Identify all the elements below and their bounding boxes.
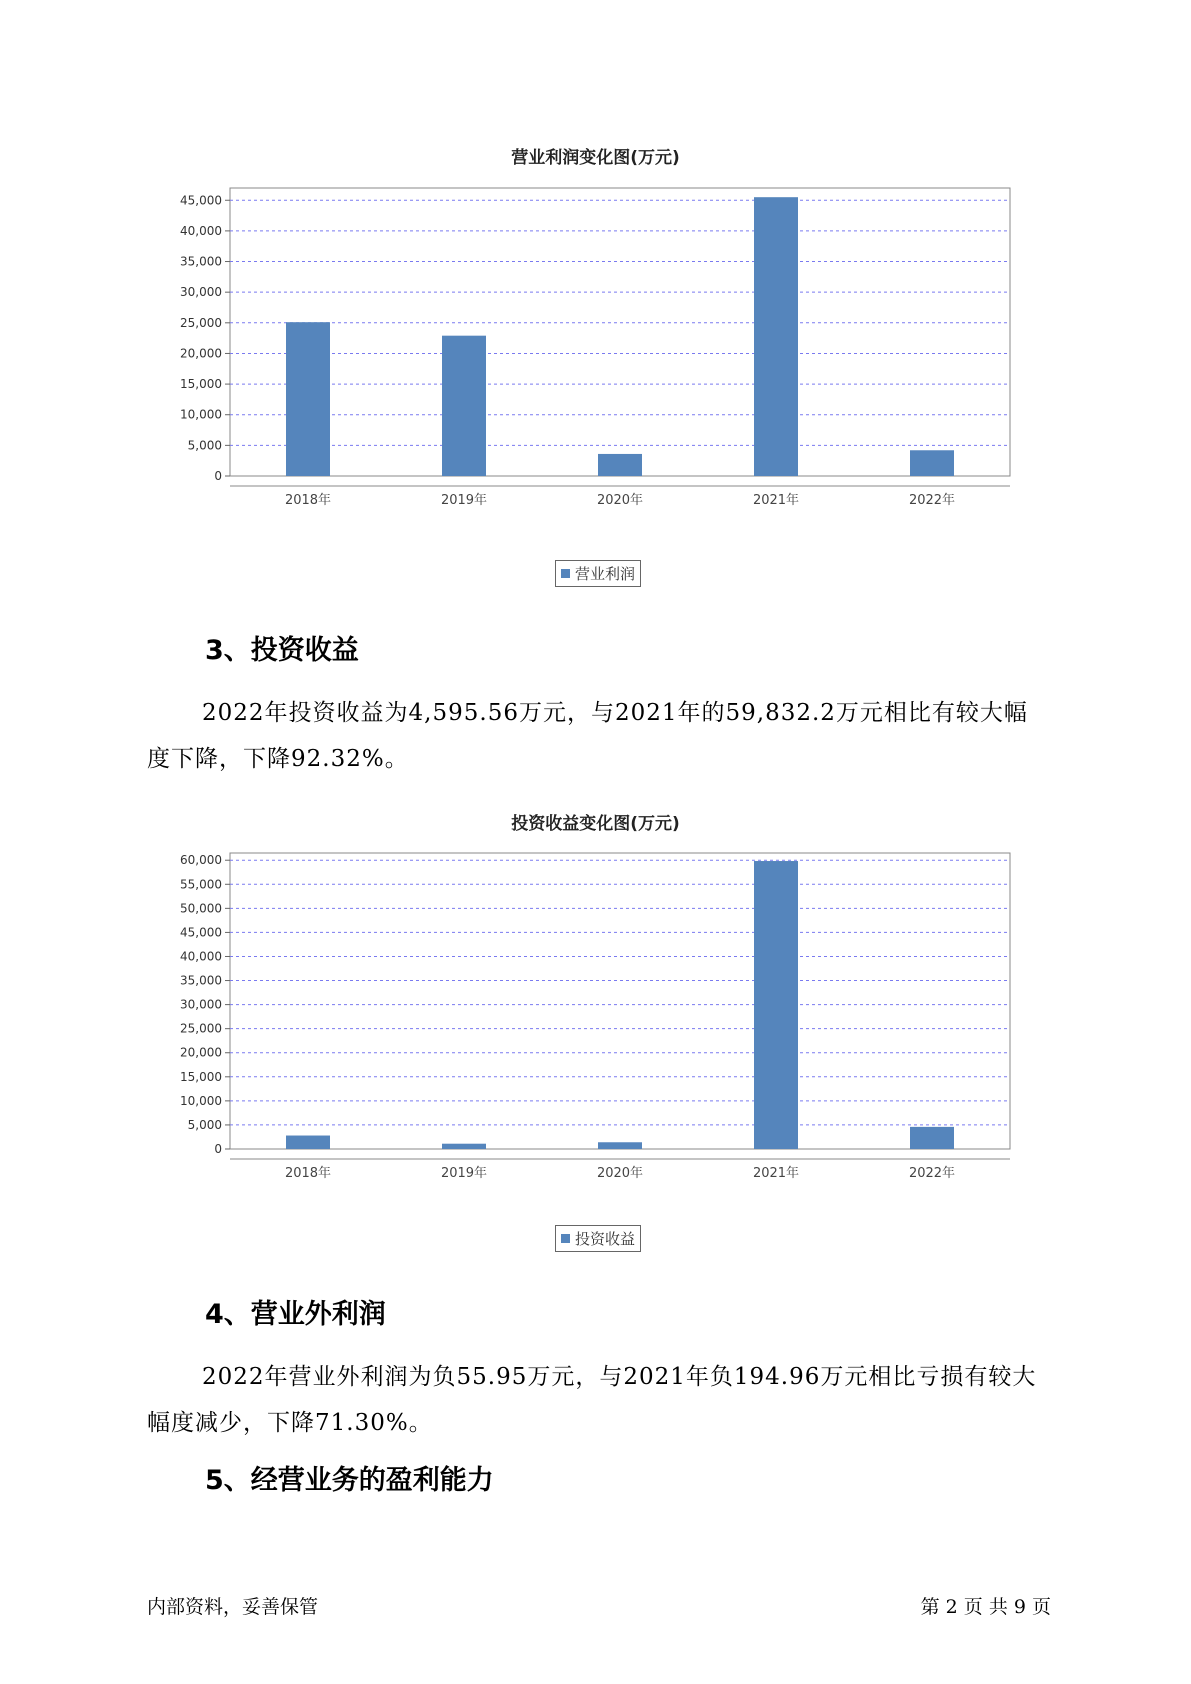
chart2 [150, 843, 1020, 1183]
bar-2021年 [754, 861, 798, 1149]
x-tick-label: 2020年 [596, 1166, 644, 1181]
chart2-title: 投资收益变化图(万元) [511, 814, 680, 834]
bar-2022年 [910, 450, 954, 476]
bar-2018年 [286, 1136, 330, 1149]
section4-paragraph: 2022年营业外利润为负55.95万元，与2021年负194.96万元相比亏损有较大幅度减少，下降71.30%。 [147, 1364, 1037, 1436]
y-tick-label: 40,000 [180, 223, 222, 238]
x-tick-label: 2022年 [908, 493, 956, 508]
section3-paragraph: 2022年投资收益为4,595.56万元，与2021年的59,832.2万元相比有较大幅度下降，下降92.32%。 [147, 700, 1028, 772]
chart2-plot [150, 843, 1020, 1183]
y-tick-label: 15,000 [180, 1069, 222, 1084]
y-tick-label: 10,000 [180, 1093, 222, 1108]
footer-page-number: 第 2 页 共 9 页 [920, 1596, 1051, 1618]
y-tick-label: 30,000 [180, 997, 222, 1012]
section3-heading: 3、投资收益 [205, 635, 359, 666]
y-tick-label: 35,000 [180, 973, 222, 988]
bar-2020年 [598, 1142, 642, 1149]
y-tick-label: 20,000 [180, 346, 222, 361]
y-tick-label: 45,000 [180, 193, 222, 208]
chart2-legend-label: 投资收益 [575, 1230, 636, 1248]
y-tick-label: 35,000 [180, 254, 222, 269]
y-tick-label: 55,000 [180, 877, 222, 892]
x-tick-label: 2020年 [596, 493, 644, 508]
y-tick-label: 5,000 [187, 1117, 222, 1132]
y-tick-label: 25,000 [180, 315, 222, 330]
bar-2019年 [442, 1144, 486, 1149]
x-tick-label: 2019年 [440, 493, 488, 508]
bar-2022年 [910, 1127, 954, 1149]
bar-2019年 [442, 336, 486, 476]
chart1-title: 营业利润变化图(万元) [511, 148, 680, 168]
x-tick-label: 2019年 [440, 1166, 488, 1181]
section5-heading: 5、经营业务的盈利能力 [205, 1465, 494, 1496]
x-tick-label: 2022年 [908, 1166, 956, 1181]
y-tick-label: 25,000 [180, 1021, 222, 1036]
y-tick-label: 45,000 [180, 925, 222, 940]
y-tick-label: 50,000 [180, 901, 222, 916]
x-tick-label: 2018年 [284, 1166, 332, 1181]
chart2-legend [555, 1225, 641, 1252]
y-tick-label: 5,000 [187, 438, 222, 453]
bar-2021年 [754, 197, 798, 476]
y-tick-label: 30,000 [180, 285, 222, 300]
section4-heading: 4、营业外利润 [205, 1299, 386, 1330]
y-tick-label: 15,000 [180, 377, 222, 392]
plot-area [230, 853, 1010, 1149]
y-tick-label: 40,000 [180, 949, 222, 964]
y-tick-label: 60,000 [180, 853, 222, 868]
x-tick-label: 2021年 [752, 1166, 800, 1181]
y-tick-label: 0 [214, 1142, 222, 1156]
chart1-legend [555, 560, 641, 587]
bar-2020年 [598, 454, 642, 476]
chart1-plot [150, 178, 1020, 518]
y-tick-label: 0 [214, 469, 222, 483]
legend-swatch [561, 1234, 570, 1243]
y-tick-label: 20,000 [180, 1045, 222, 1060]
bar-2018年 [286, 322, 330, 476]
legend-swatch [561, 569, 570, 578]
footer-confidential: 内部资料，妥善保管 [147, 1596, 319, 1618]
chart1-legend-label: 营业利润 [575, 565, 636, 583]
y-tick-label: 10,000 [180, 407, 222, 422]
x-tick-label: 2018年 [284, 493, 332, 508]
chart1 [150, 178, 1020, 518]
x-tick-label: 2021年 [752, 493, 800, 508]
